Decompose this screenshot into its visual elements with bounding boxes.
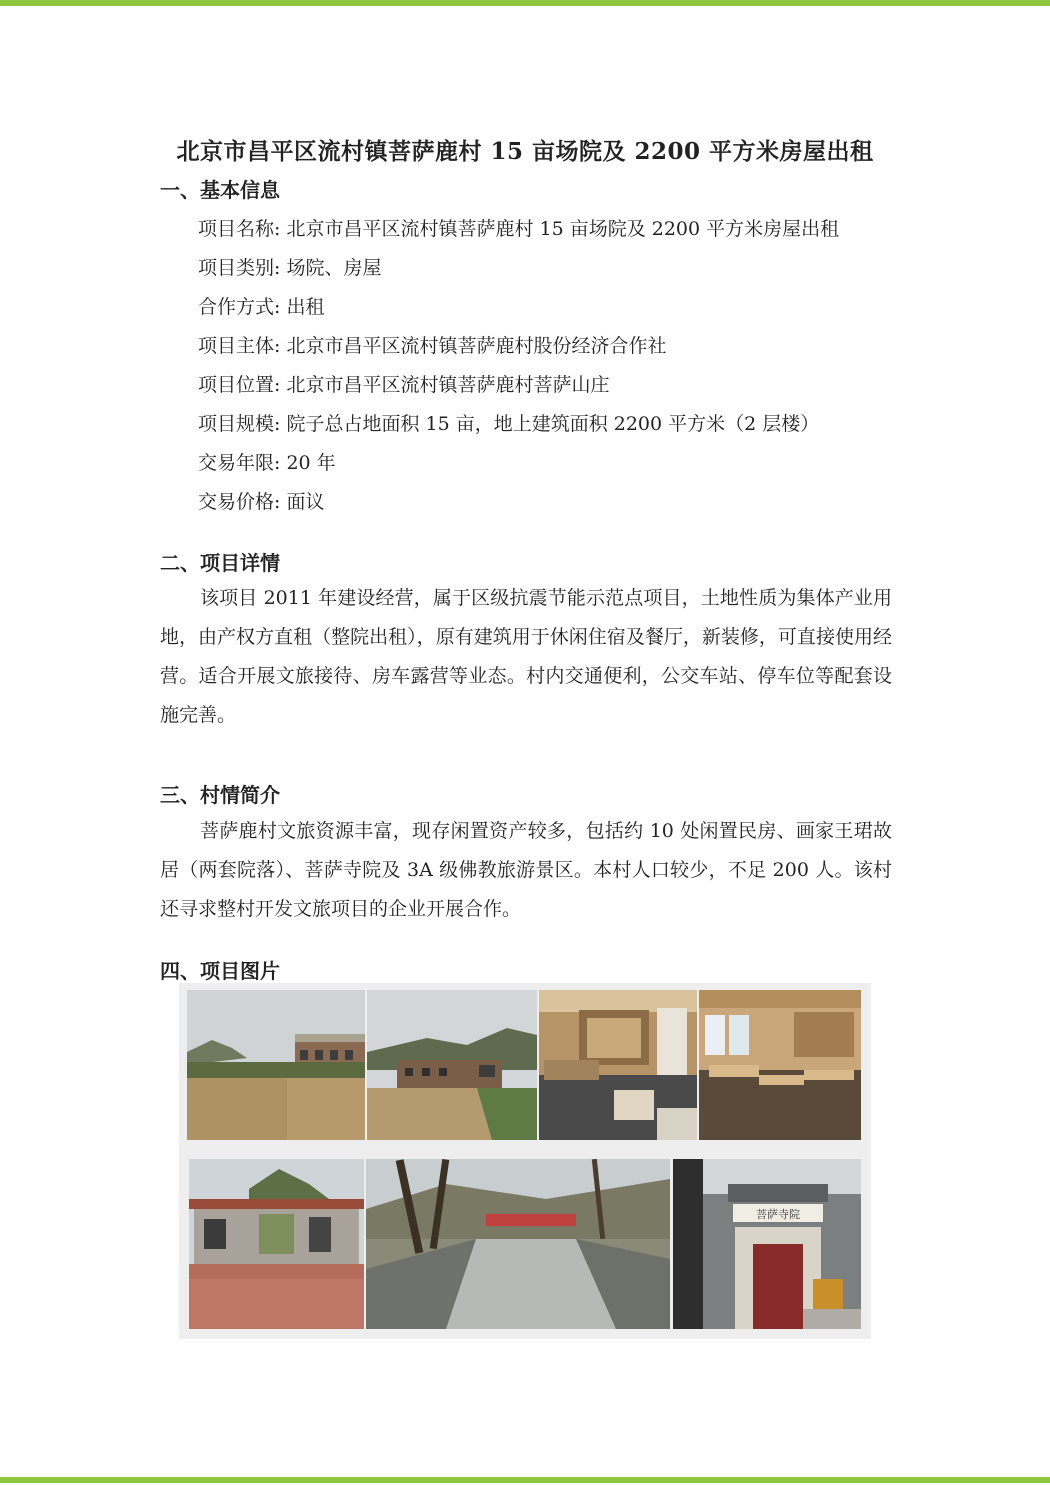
project-photo-gallery — [179, 983, 871, 1339]
info-row-cooperation — [198, 292, 324, 319]
village-paragraph: 菩萨鹿村文旅资源丰富，现存闲置资产较多，包括约 10 处闲置民房、画家王珺故居（两套院落）、菩萨寺院及 3A 级佛教旅游景区。本村人口较少，不足 200 人。该村还寻求整村开发文旅项目的企业开展合作。 — [160, 820, 892, 920]
info-row-owner — [198, 331, 666, 358]
bottom-accent-bar — [0, 1477, 1050, 1483]
photo-dining-hall — [699, 990, 861, 1140]
photo-yard-building — [187, 990, 365, 1140]
info-label: 项目位置: — [198, 374, 281, 396]
info-value: 场院、房屋 — [286, 257, 382, 279]
photo-lawn-building — [367, 990, 537, 1140]
info-label: 交易年限: — [198, 452, 281, 474]
details-paragraph: 该项目 2011 年建设经营，属于区级抗震节能示范点项目，土地性质为集体产业用地，由产权方直租（整院出租），原有建筑用于休闲住宿及餐厅，新装修，可直接使用经营。适合开展文旅接待、房车露营等业态。村内交通便利，公交车站、停车位等配套设施完善。 — [160, 587, 892, 726]
info-value: 北京市昌平区流村镇菩萨鹿村 15 亩场院及 2200 平方米房屋出租 — [286, 218, 840, 240]
info-row-category — [198, 253, 381, 280]
info-label: 合作方式: — [198, 296, 281, 318]
section-photos-heading: 四、项目图片 — [160, 959, 280, 983]
info-row-scale — [198, 409, 819, 436]
photo-courtyard-house — [189, 1159, 364, 1329]
photo-lounge-interior — [539, 990, 697, 1140]
info-label: 项目类别: — [198, 257, 281, 279]
info-label: 项目名称: — [198, 218, 281, 240]
info-value: 出租 — [286, 296, 325, 318]
info-value: 院子总占地面积 15 亩，地上建筑面积 2200 平方米（2 层楼） — [286, 413, 820, 435]
info-label: 项目规模: — [198, 413, 281, 435]
photo-stone-path — [366, 1159, 670, 1329]
info-row-term — [198, 448, 336, 475]
page-title: 北京市昌平区流村镇菩萨鹿村 15 亩场院及 2200 平方米房屋出租 — [176, 138, 874, 165]
section-village-heading: 三、村情简介 — [160, 783, 280, 807]
section-details-heading: 二、项目详情 — [160, 551, 280, 575]
info-row-name — [198, 214, 839, 241]
info-label: 交易价格: — [198, 491, 281, 513]
info-value: 面议 — [286, 491, 325, 513]
info-value: 20 年 — [286, 452, 336, 474]
temple-sign-text: 菩萨寺院 — [756, 1208, 800, 1221]
info-value: 北京市昌平区流村镇菩萨鹿村菩萨山庄 — [286, 374, 610, 396]
section-basic-heading: 一、基本信息 — [160, 178, 280, 202]
info-label: 项目主体: — [198, 335, 281, 357]
info-row-location — [198, 370, 609, 397]
info-row-price — [198, 487, 324, 514]
photo-temple-gate — [673, 1159, 861, 1329]
info-value: 北京市昌平区流村镇菩萨鹿村股份经济合作社 — [286, 335, 667, 357]
top-accent-bar — [0, 0, 1050, 6]
